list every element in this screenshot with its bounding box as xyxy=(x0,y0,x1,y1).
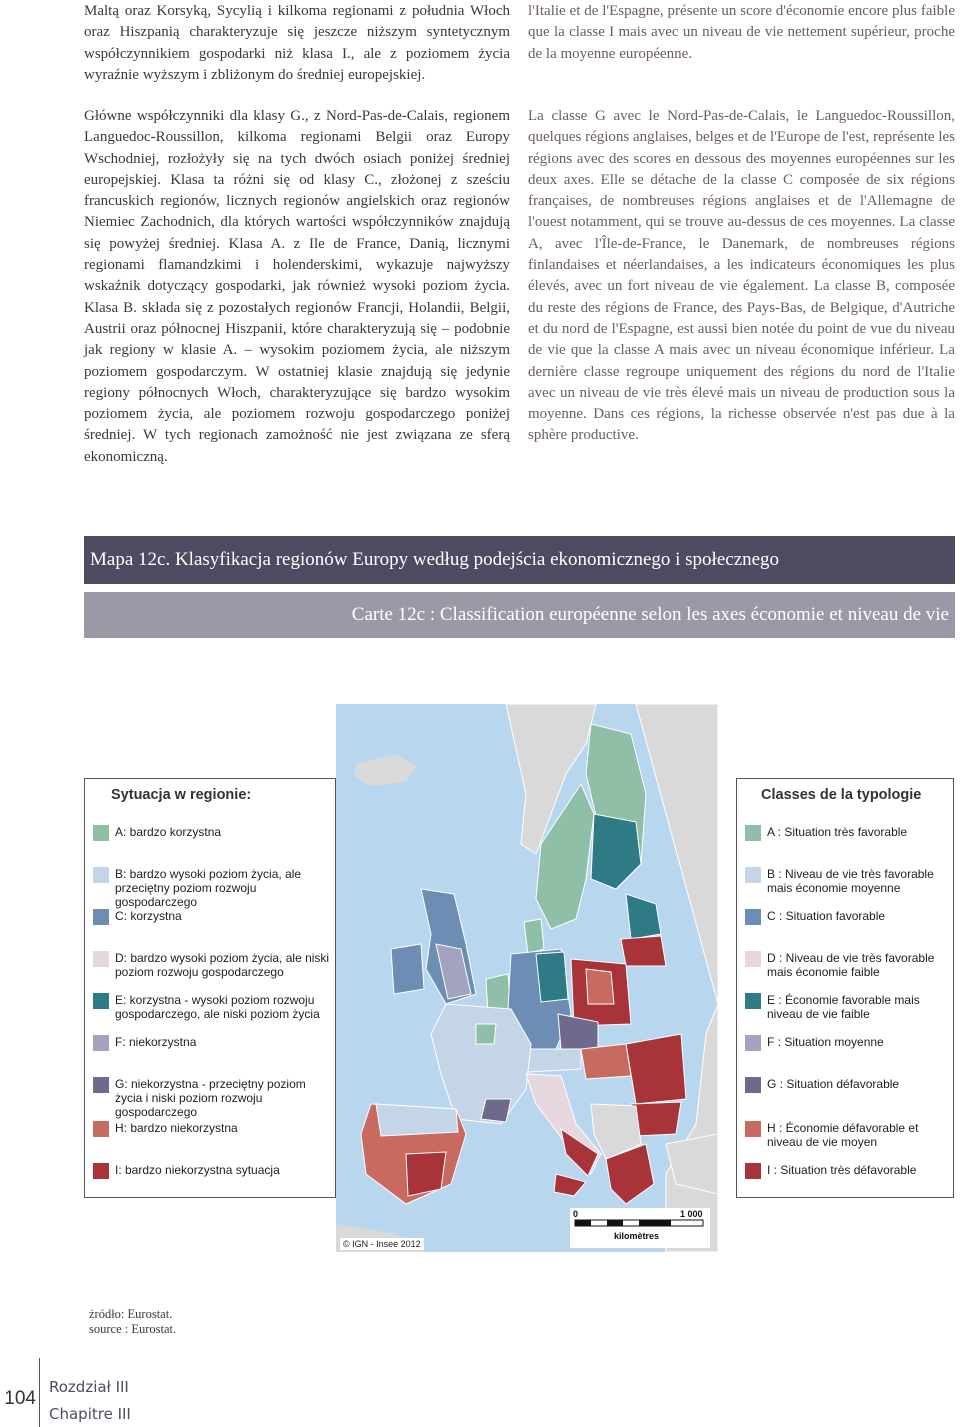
legend-swatch xyxy=(745,1121,761,1137)
legend-swatch xyxy=(745,825,761,841)
source-french: source : Eurostat. xyxy=(89,1322,177,1336)
scale-unit-label: kilomètres xyxy=(614,1231,660,1241)
legend-swatch xyxy=(93,993,109,1009)
top-left-paragraph: Maltą oraz Korsyką, Sycylią i kilkoma regionami z południa Włoch oraz Hiszpanią charakteryzuje się jeszcze niższym syntetycznym współczynnikiem gospodarki niż klasa I., ale z poziomem życia wyraźnie wyższym i zbliżonym do średniej europejskiej. xyxy=(84,3,510,83)
legend-swatch xyxy=(745,951,761,967)
legend-title: Classes de la typologie xyxy=(761,787,922,803)
chapter-label-french: Chapitre III xyxy=(49,1405,131,1423)
map-title-polish: Mapa 12c. Klasyfikacja regionów Europy według podejścia ekonomicznego i społecznego xyxy=(84,536,955,584)
legend-swatch xyxy=(745,1163,761,1179)
legend-swatch xyxy=(745,909,761,925)
scale-end-label: 1 000 xyxy=(680,1209,703,1219)
legend-french: Classes de la typologie A : Situation très favorable B : Niveau de vie très favorable mais économie moyenne C : Situation favorable D : Niveau de vie très favorable mais économie faible E : Économie favorable mais niveau de vie faible F : Situation moyenne G : Situation défavorable H : Économie défavorable et niveau de vie moyen I : Situation très défavorable xyxy=(736,778,954,1198)
source-polish: żródło: Eurostat. xyxy=(89,1307,173,1321)
legend-swatch xyxy=(745,867,761,883)
legend-swatch xyxy=(93,825,109,841)
page-number: 104 xyxy=(4,1388,36,1409)
legend-swatch xyxy=(93,1077,109,1093)
map-credit: © IGN - Insee 2012 xyxy=(340,1238,424,1250)
footer-divider xyxy=(39,1358,40,1427)
legend-swatch xyxy=(93,951,109,967)
scale-start-label: 0 xyxy=(573,1209,579,1219)
map-title-french: Carte 12c : Classification européenne selon les axes économie et niveau de vie xyxy=(84,590,955,638)
top-right-paragraph: l'Italie et de l'Espagne, présente un score d'économie encore plus faible que la classe I mais avec un niveau de vie nettement supérieur, proche de la moyenne européenne. xyxy=(528,3,955,62)
legend-title: Sytuacja w regionie: xyxy=(111,787,252,803)
map-scale-bar xyxy=(570,1208,710,1253)
legend-swatch xyxy=(93,867,109,883)
legend-polish: Sytuacja w regionie: A: bardzo korzystna B: bardzo wysoki poziom życia, ale przeciętny poziom rozwoju gospodarczego C: korzystna D: bardzo wysoki poziom życia, ale niski poziom rozwoju gospodarczego E: korzystna - wysoki poziom rozwoju gospodarczego, ale niski poziom życia F: niekorzystna G: niekorzystna - przeciętny poziom życia i niski poziom rozwoju gospodarczego H: bardzo niekorzystna I: bardzo niekorzystna sytuacja xyxy=(84,778,336,1198)
legend-swatch xyxy=(745,1035,761,1051)
legend-swatch xyxy=(745,1077,761,1093)
legend-swatch xyxy=(93,1121,109,1137)
legend-swatch xyxy=(745,993,761,1009)
europe-map xyxy=(336,704,718,1252)
chapter-label-polish: Rozdział III xyxy=(49,1378,129,1396)
source-note xyxy=(89,1307,176,1337)
legend-swatch xyxy=(93,1163,109,1179)
french-body-paragraph: La classe G avec le Nord-Pas-de-Calais, le Languedoc-Roussillon, quelques régions anglaises, belges et de l'Europe de l'est, représente les régions avec des scores en dessous des moyennes européennes sur les deux axes. Elle se détache de la classe C composée de six régions françaises, de nombreuses régions anglaises et de l'Allemagne de l'ouest notamment, qui se trouve au-dessus de ces moyennes. La classe A, avec l'Île-de-France, le Danemark, de nombreuses régions finlandaises et néerlandaises, a les indicateurs économiques les plus élevés, avec un fort niveau de vie également. La classe B, composée du reste des régions de France, des Pays-Bas, de Belgique, d'Autriche et du nord de l'Espagne, est aussi bien notée du point de vue du niveau de vie que la classe A mais avec un niveau économique inférieur. La dernière classe regroupe uniquement des régions du nord de l'Italie avec un niveau de vie très élevé mais un niveau de production sous la moyenne. Dans ces régions, la richesse observée n'est pas due à la sphère productive. xyxy=(528,108,955,444)
scale-bar-graphic xyxy=(570,1208,710,1248)
legend-swatch xyxy=(93,909,109,925)
polish-body-paragraph: Główne współczynniki dla klasy G., z Nord-Pas-de-Calais, regionem Languedoc-Roussillon, kilkoma regionami Belgii oraz Europy Wschodniej, rozłożyły się na tych dwóch osiach poniżej średniej europejskiej. Klasa ta różni się od klasy C., złożonej z sześciu francuskich regionów, licznych regionów angielskich oraz regionów Niemiec Zachodnich, dla których wartości współczynników znajdują się powyżej średniej. Klasa A. z Ile de France, Danią, licznymi regionami flamandzkimi i holenderskimi, wykazuje najwyższy wskaźnik dotyczący gospodarki, jak również wysoki poziom życia. Klasa B. składa się z pozostałych regionów Francji, Holandii, Belgii, Austrii oraz północnej Hiszpanii, które charakteryzują się – podobnie jak regiony w klasie A. – wysokim poziomem życia, ale niższym poziomem gospodarczym. W ostatniej klasie znajdują się jedynie regiony północnych Włoch, charakteryzujące się bardzo wysokim poziomem życia, ale poziomem rozwoju gospodarczego poniżej średniej. W tych regionach zamożność nie jest związana ze sferą ekonomiczną. xyxy=(84,108,510,465)
europe-map-graphic xyxy=(336,704,718,1252)
legend-swatch xyxy=(93,1035,109,1051)
